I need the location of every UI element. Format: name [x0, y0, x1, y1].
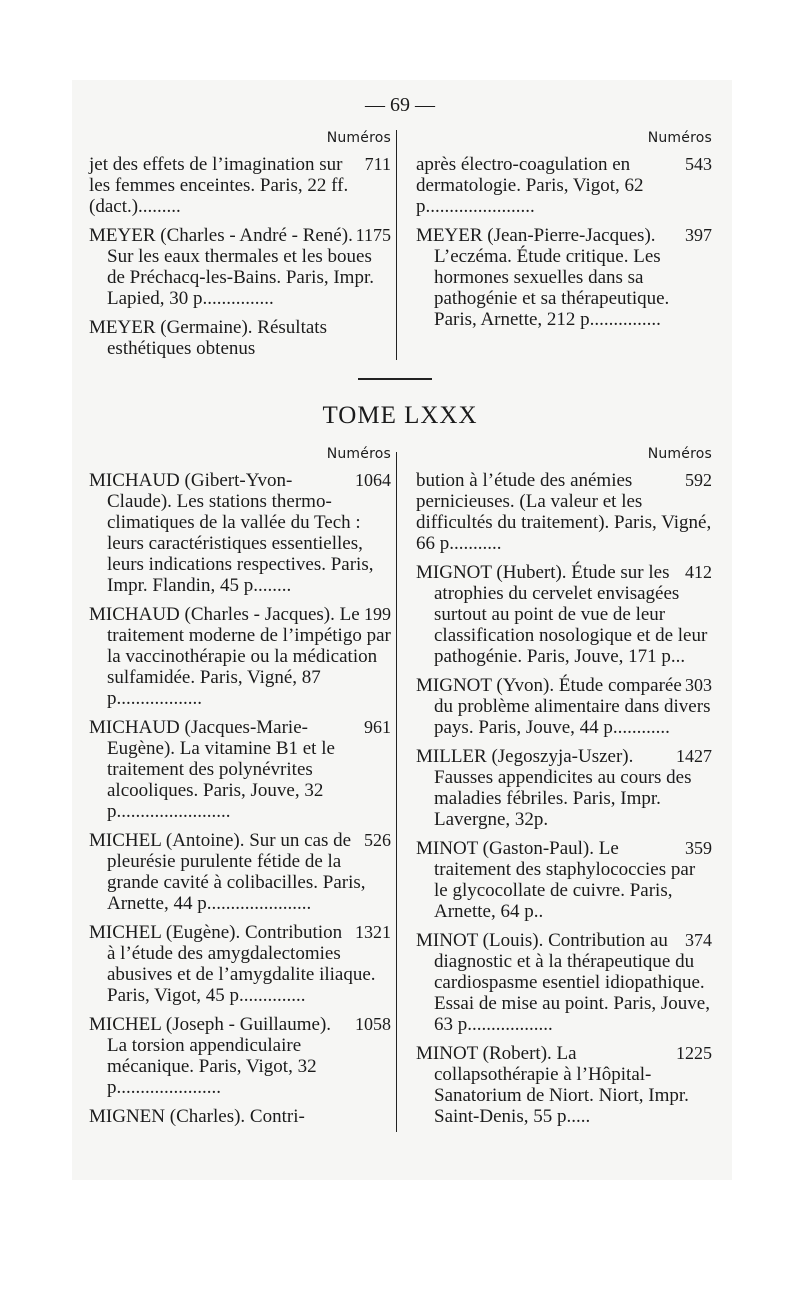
entry-number: 1064: [355, 470, 391, 490]
bibliography-entry: [416, 838, 712, 922]
entry-text: MICHAUD (Charles - Jacques). Le traitement moderne de l’impétigo par la vaccinothérapie ou la médication sulfamidée. Paris, Vigné, 87 p..................: [89, 604, 391, 709]
entry-text: MINOT (Louis). Contribution au diagnostic et à la thérapeutique du cardiospasme esentiel idiopathique. Essai de mise au point. Paris, Jouve, 63 p..................: [416, 930, 710, 1035]
entries: [89, 154, 391, 359]
column-divider: [396, 130, 397, 360]
bibliography-entry: [416, 470, 712, 554]
bibliography-entry: [416, 562, 712, 667]
bibliography-entry: [89, 922, 391, 1006]
bibliography-entry: [89, 717, 391, 822]
entry-number: 199: [364, 604, 391, 624]
entry-number: 961: [364, 717, 391, 737]
entry-number: 359: [685, 838, 712, 858]
entry-text: MIGNOT (Hubert). Étude sur les atrophies du cervelet envisagées surtout au point de vue de leur classification nosologique et de leur pathogénie. Paris, Jouve, 171 p...: [416, 562, 708, 667]
entry-text: MICHAUD (Jacques-Marie-Eugène). La vitamine B1 et le traitement des polynévrites alcooliques. Paris, Jouve, 32 p........................: [89, 717, 335, 822]
entry-number: 711: [364, 154, 391, 174]
column-divider: [396, 452, 397, 1132]
entry-text: MILLER (Jegoszyja-Uszer). Fausses appendicites au cours des maladies fébriles. Paris, Impr. Lavergne, 32p.: [416, 746, 692, 830]
bibliography-entry: [89, 470, 391, 596]
bibliography-entry: [89, 1014, 391, 1098]
entry-text: bution à l’étude des anémies pernicieuses. (La valeur et les difficultés du traitement). Paris, Vigné, 66 p...........: [416, 470, 712, 554]
bibliography-entry: [89, 604, 391, 709]
entry-number: 397: [685, 225, 712, 245]
bibliography-entry: [416, 930, 712, 1035]
bibliography-entry: [89, 154, 391, 217]
column-header: Numéros: [326, 446, 391, 462]
entry-number: 1427: [676, 746, 712, 766]
main-left-column: [89, 446, 391, 1135]
entry-number: 412: [685, 562, 712, 582]
top-left-column: [89, 130, 391, 367]
entry-number: 1321: [355, 922, 391, 942]
bibliography-entry: [416, 154, 712, 217]
top-right-column: [416, 130, 712, 338]
entry-number: 1225: [676, 1043, 712, 1063]
column-header: Numéros: [326, 130, 391, 146]
entry-number: 526: [364, 830, 391, 850]
entry-text: après électro-coagulation en dermatologie. Paris, Vigot, 62 p.......................: [416, 154, 644, 217]
page-number: — 69 —: [365, 94, 435, 116]
column-header: Numéros: [647, 446, 712, 462]
entry-number: 1175: [355, 225, 391, 245]
section-rule: [358, 378, 432, 380]
main-right-column: [416, 446, 712, 1135]
entry-number: 1058: [355, 1014, 391, 1034]
entries: [416, 154, 712, 330]
bibliography-entry: [416, 1043, 712, 1127]
entry-text: MEYER (Germaine). Résultats esthétiques obtenus: [89, 317, 327, 359]
bibliography-entry: [416, 746, 712, 830]
bibliography-entry: [416, 675, 712, 738]
entry-number: 592: [685, 470, 712, 490]
entry-text: MIGNEN (Charles). Contri-: [89, 1106, 305, 1127]
entry-number: 303: [685, 675, 712, 695]
entry-text: MICHEL (Antoine). Sur un cas de pleurésie purulente fétide de la grande cavité à colibacilles. Paris, Arnette, 44 p......................: [89, 830, 366, 914]
bibliography-entry: [89, 317, 391, 359]
entries: [89, 470, 391, 1127]
entry-text: MIGNOT (Yvon). Étude comparée du problème alimentaire dans divers pays. Paris, Jouve, 44 p............: [416, 675, 711, 738]
column-header: Numéros: [647, 130, 712, 146]
entry-text: MEYER (Jean-Pierre-Jacques). L’eczéma. Étude critique. Les hormones sexuelles dans sa pathogénie et sa thérapeutique. Paris, Arnette, 212 p...............: [416, 225, 670, 330]
entry-text: MINOT (Robert). La collapsothérapie à l’Hôpital-Sanatorium de Niort. Niort, Impr. Saint-Denis, 55 p.....: [416, 1043, 689, 1127]
entry-number: 543: [685, 154, 712, 174]
bibliography-entry: [89, 830, 391, 914]
bibliography-entry: [89, 225, 391, 309]
entry-text: MICHEL (Joseph - Guillaume). La torsion appendiculaire mécanique. Paris, Vigot, 32 p......................: [89, 1014, 332, 1098]
entry-text: MEYER (Charles - André - René). Sur les eaux thermales et les boues de Préchacq-les-Bains. Paris, Impr. Lapied, 30 p...............: [89, 225, 374, 309]
entry-text: jet des effets de l’imagination sur les femmes enceintes. Paris, 22 ff. (dact.).........: [89, 154, 349, 217]
entry-text: MINOT (Gaston-Paul). Le traitement des staphylococcies par le glycocollate de cuivre. Paris, Arnette, 64 p..: [416, 838, 696, 922]
entries: [416, 470, 712, 1127]
entry-text: MICHEL (Eugène). Contribution à l’étude des amygdalectomies abusives et de l’amygdalite iliaque. Paris, Vigot, 45 p..............: [89, 922, 376, 1006]
bibliography-entry: [89, 1106, 391, 1127]
section-title: TOME LXXX: [322, 402, 478, 429]
entry-text: MICHAUD (Gibert-Yvon-Claude). Les stations thermo-climatiques de la vallée du Tech : leurs caractéristiques essentielles, leurs indications respectives. Paris, Impr. Flandin, 45 p........: [89, 470, 374, 596]
bibliography-entry: [416, 225, 712, 330]
entry-number: 374: [685, 930, 712, 950]
